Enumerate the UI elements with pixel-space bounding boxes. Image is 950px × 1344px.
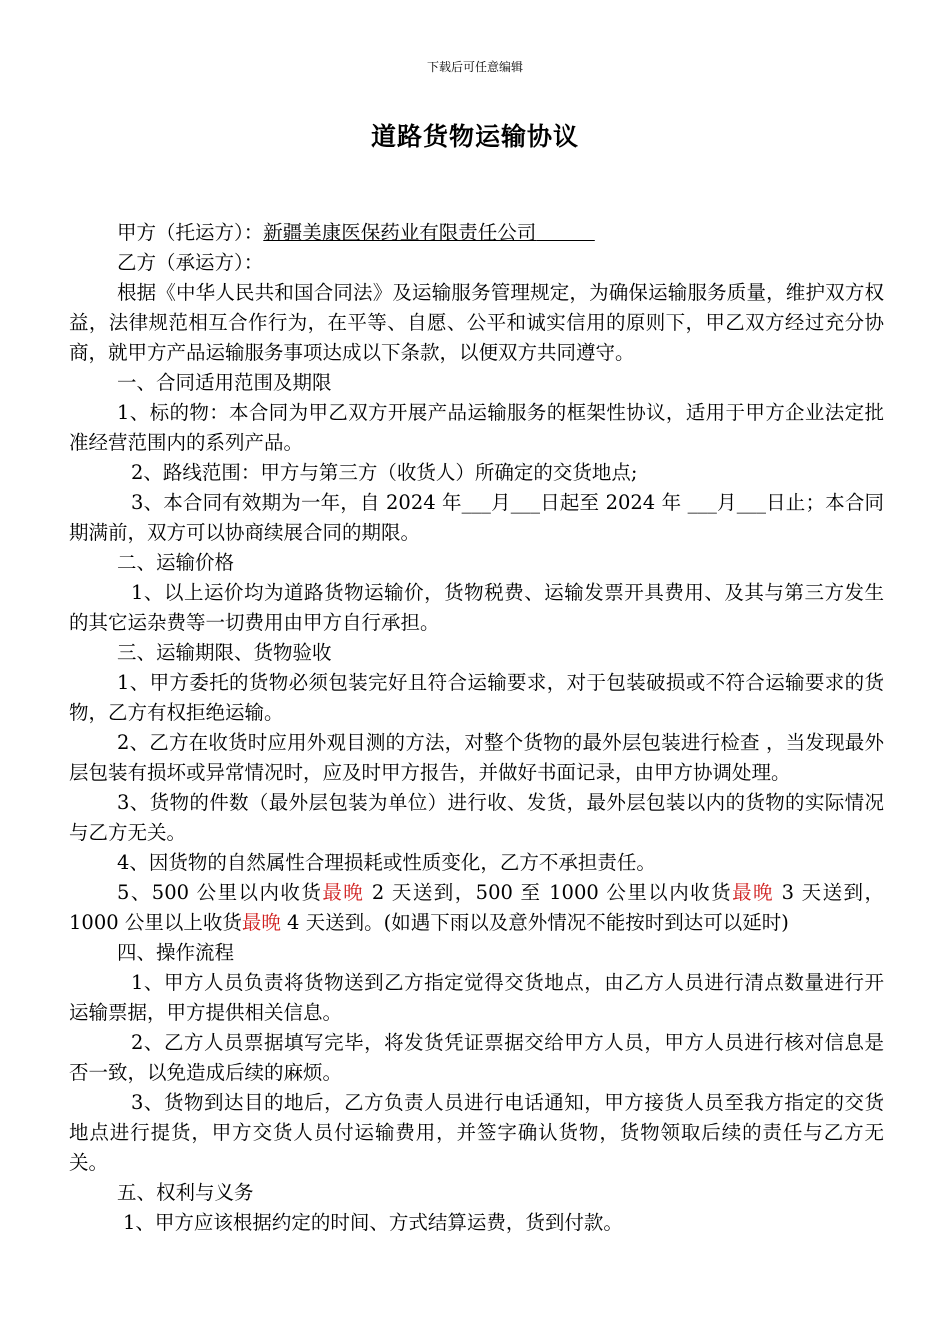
clause-paragraph: 4、因货物的自然属性合理损耗或性质变化，乙方不承担责任。	[117, 851, 656, 874]
emphasis-latest: 最晚	[241, 911, 281, 934]
emphasis-latest: 最晚	[322, 881, 365, 904]
document-title: 道路货物运输协议	[370, 122, 579, 151]
clause-paragraph: 1、甲方委托的货物必须包装完好且符合运输要求，对于包装破损或不符合运输要求的货物，乙方有权拒绝运输。	[69, 671, 884, 724]
header-note: 下载后可任意编辑	[426, 60, 523, 74]
clause-paragraph: 1、甲方应该根据约定的时间、方式结算运费，货到付款。	[123, 1211, 623, 1234]
section-heading: 四、操作流程	[117, 941, 235, 964]
clause-paragraph: 2、乙方人员票据填写完毕，将发货凭证票据交给甲方人员，甲方人员进行核对信息是否一致，以免造成后续的麻烦。	[69, 1031, 884, 1084]
section-heading: 一、合同适用范围及期限	[117, 371, 332, 394]
clause-paragraph: 2、路线范围：甲方与第三方（收货人）所确定的交货地点;	[131, 461, 638, 484]
party-b-line: 乙方（承运方）：	[117, 251, 264, 274]
clause-paragraph: 1、以上运价均为道路货物运输价，货物税费、运输发票开具费用、及其与第三方发生的其它运杂费等一切费用由甲方自行承担。	[69, 581, 884, 634]
document-body	[69, 218, 884, 1238]
section-heading: 三、运输期限、货物验收	[117, 641, 332, 664]
emphasis-latest: 最晚	[732, 881, 774, 904]
party-a-label: 甲方（托运方）：	[117, 221, 264, 244]
intro-paragraph: 根据《中华人民共和国合同法》及运输服务管理规定，为确保运输服务质量，维护双方权益，法律规范相互合作行为，在平等、自愿、公平和诚实信用的原则下，甲乙双方经过充分协商，就甲方产品运输服务事项达成以下条款，以便双方共同遵守。	[69, 281, 884, 364]
clause-paragraph: 1、标的物：本合同为甲乙双方开展产品运输服务的框架性协议，适用于甲方企业法定批准经营范围内的系列产品。	[69, 401, 884, 454]
section-heading: 二、运输价格	[117, 551, 235, 574]
party-a-line	[69, 218, 884, 248]
clause-paragraph: 3、本合同有效期为一年，自 2024 年___月___日起至 2024 年 ___月___日止；本合同期满前，双方可以协商续展合同的期限。	[69, 491, 884, 544]
clause-paragraph: 2、乙方在收货时应用外观目测的方法，对整个货物的最外层包装进行检查 ，当发现最外层包装有损坏或异常情况时，应及时甲方报告，并做好书面记录，由甲方协调处理。	[69, 731, 884, 784]
party-a-name: 新疆美康医保药业有限责任公司	[263, 221, 537, 244]
clause-paragraph: 5、500 公里以内收货最晚 2 天送到，500 至 1000 公里以内收货最晚 3 天送到，1000 公里以上收货最晚 4 天送到。(如遇下雨以及意外情况不能按时到达可以延时)	[69, 881, 884, 934]
clause-paragraph: 3、货物的件数（最外层包装为单位）进行收、发货，最外层包装以内的货物的实际情况与乙方无关。	[69, 791, 884, 844]
clause-paragraph: 3、货物到达目的地后，乙方负责人员进行电话通知，甲方接货人员至我方指定的交货地点进行提货，甲方交货人员付运输费用，并签字确认货物，货物领取后续的责任与乙方无关。	[69, 1091, 884, 1174]
clause-paragraph: 1、甲方人员负责将货物送到乙方指定觉得交货地点，由乙方人员进行清点数量进行开运输票据，甲方提供相关信息。	[69, 971, 884, 1024]
section-heading: 五、权利与义务	[117, 1181, 254, 1204]
